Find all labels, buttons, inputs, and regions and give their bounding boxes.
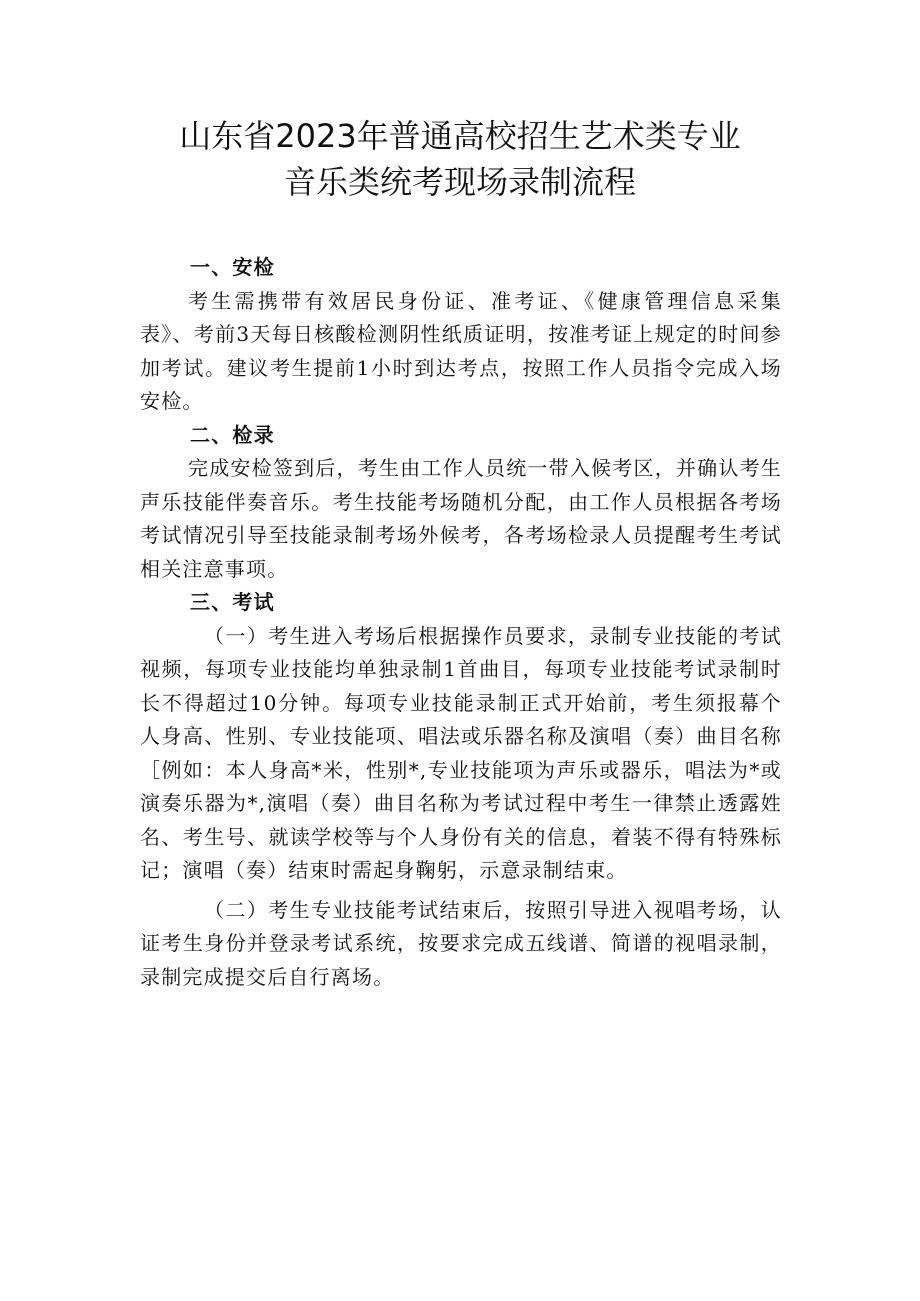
section-heading: 二、检录: [190, 422, 275, 447]
document-title-line-2: 音乐类统考现场录制流程: [283, 163, 636, 201]
section-paragraph: （二）考生专业技能考试结束后，按照引导进入视唱考场，认证考生身份并登录考试系统，按要求完成五线谱、简谱的视唱录制，录制完成提交后自行离场。: [140, 897, 782, 989]
section-security-check: [140, 251, 782, 419]
section-paragraph: （一）考生进入考场后根据操作员要求，录制专业技能的考试视频，每项专业技能均单独录制1首曲目，每项专业技能考试录制时长不得超过10分钟。每项专业技能录制正式开始前，考生须报幕个人身高、性别、专业技能项、唱法或乐器名称及演唱（奏）曲目名称［例如：本人身高*米，性别*,专业技能项为声乐或器乐，唱法为*或演奏乐器为*,演唱（奏）曲目名称为考试过程中考生一律禁止透露姓名、考生号、就读学校等与个人身份有关的信息，着装不得有特殊标记；演唱（奏）结束时需起身鞠躬，示意录制结束。: [140, 623, 782, 882]
document-body: [140, 251, 782, 994]
section-registration: [140, 419, 782, 587]
document-title-line-1: 山东省2023年普通高校招生艺术类专业: [179, 117, 741, 155]
section-exam: [140, 586, 782, 994]
section-heading: 三、考试: [190, 590, 275, 614]
section-heading: 一、安检: [190, 255, 275, 279]
section-paragraph: 考生需携带有效居民身份证、准考证、《健康管理信息采集表》、考前3天每日核酸检测阴性纸质证明，按准考证上规定的时间参加考试。建议考生提前1小时到达考点，按照工作人员指令完成入场安检。: [140, 288, 782, 413]
section-paragraph: 完成安检签到后，考生由工作人员统一带入候考区，并确认考生声乐技能伴奏音乐。考生技能考场随机分配，由工作人员根据各考场考试情况引导至技能录制考场外候考，各考场检录人员提醒考生考试相关注意事项。: [140, 456, 782, 581]
